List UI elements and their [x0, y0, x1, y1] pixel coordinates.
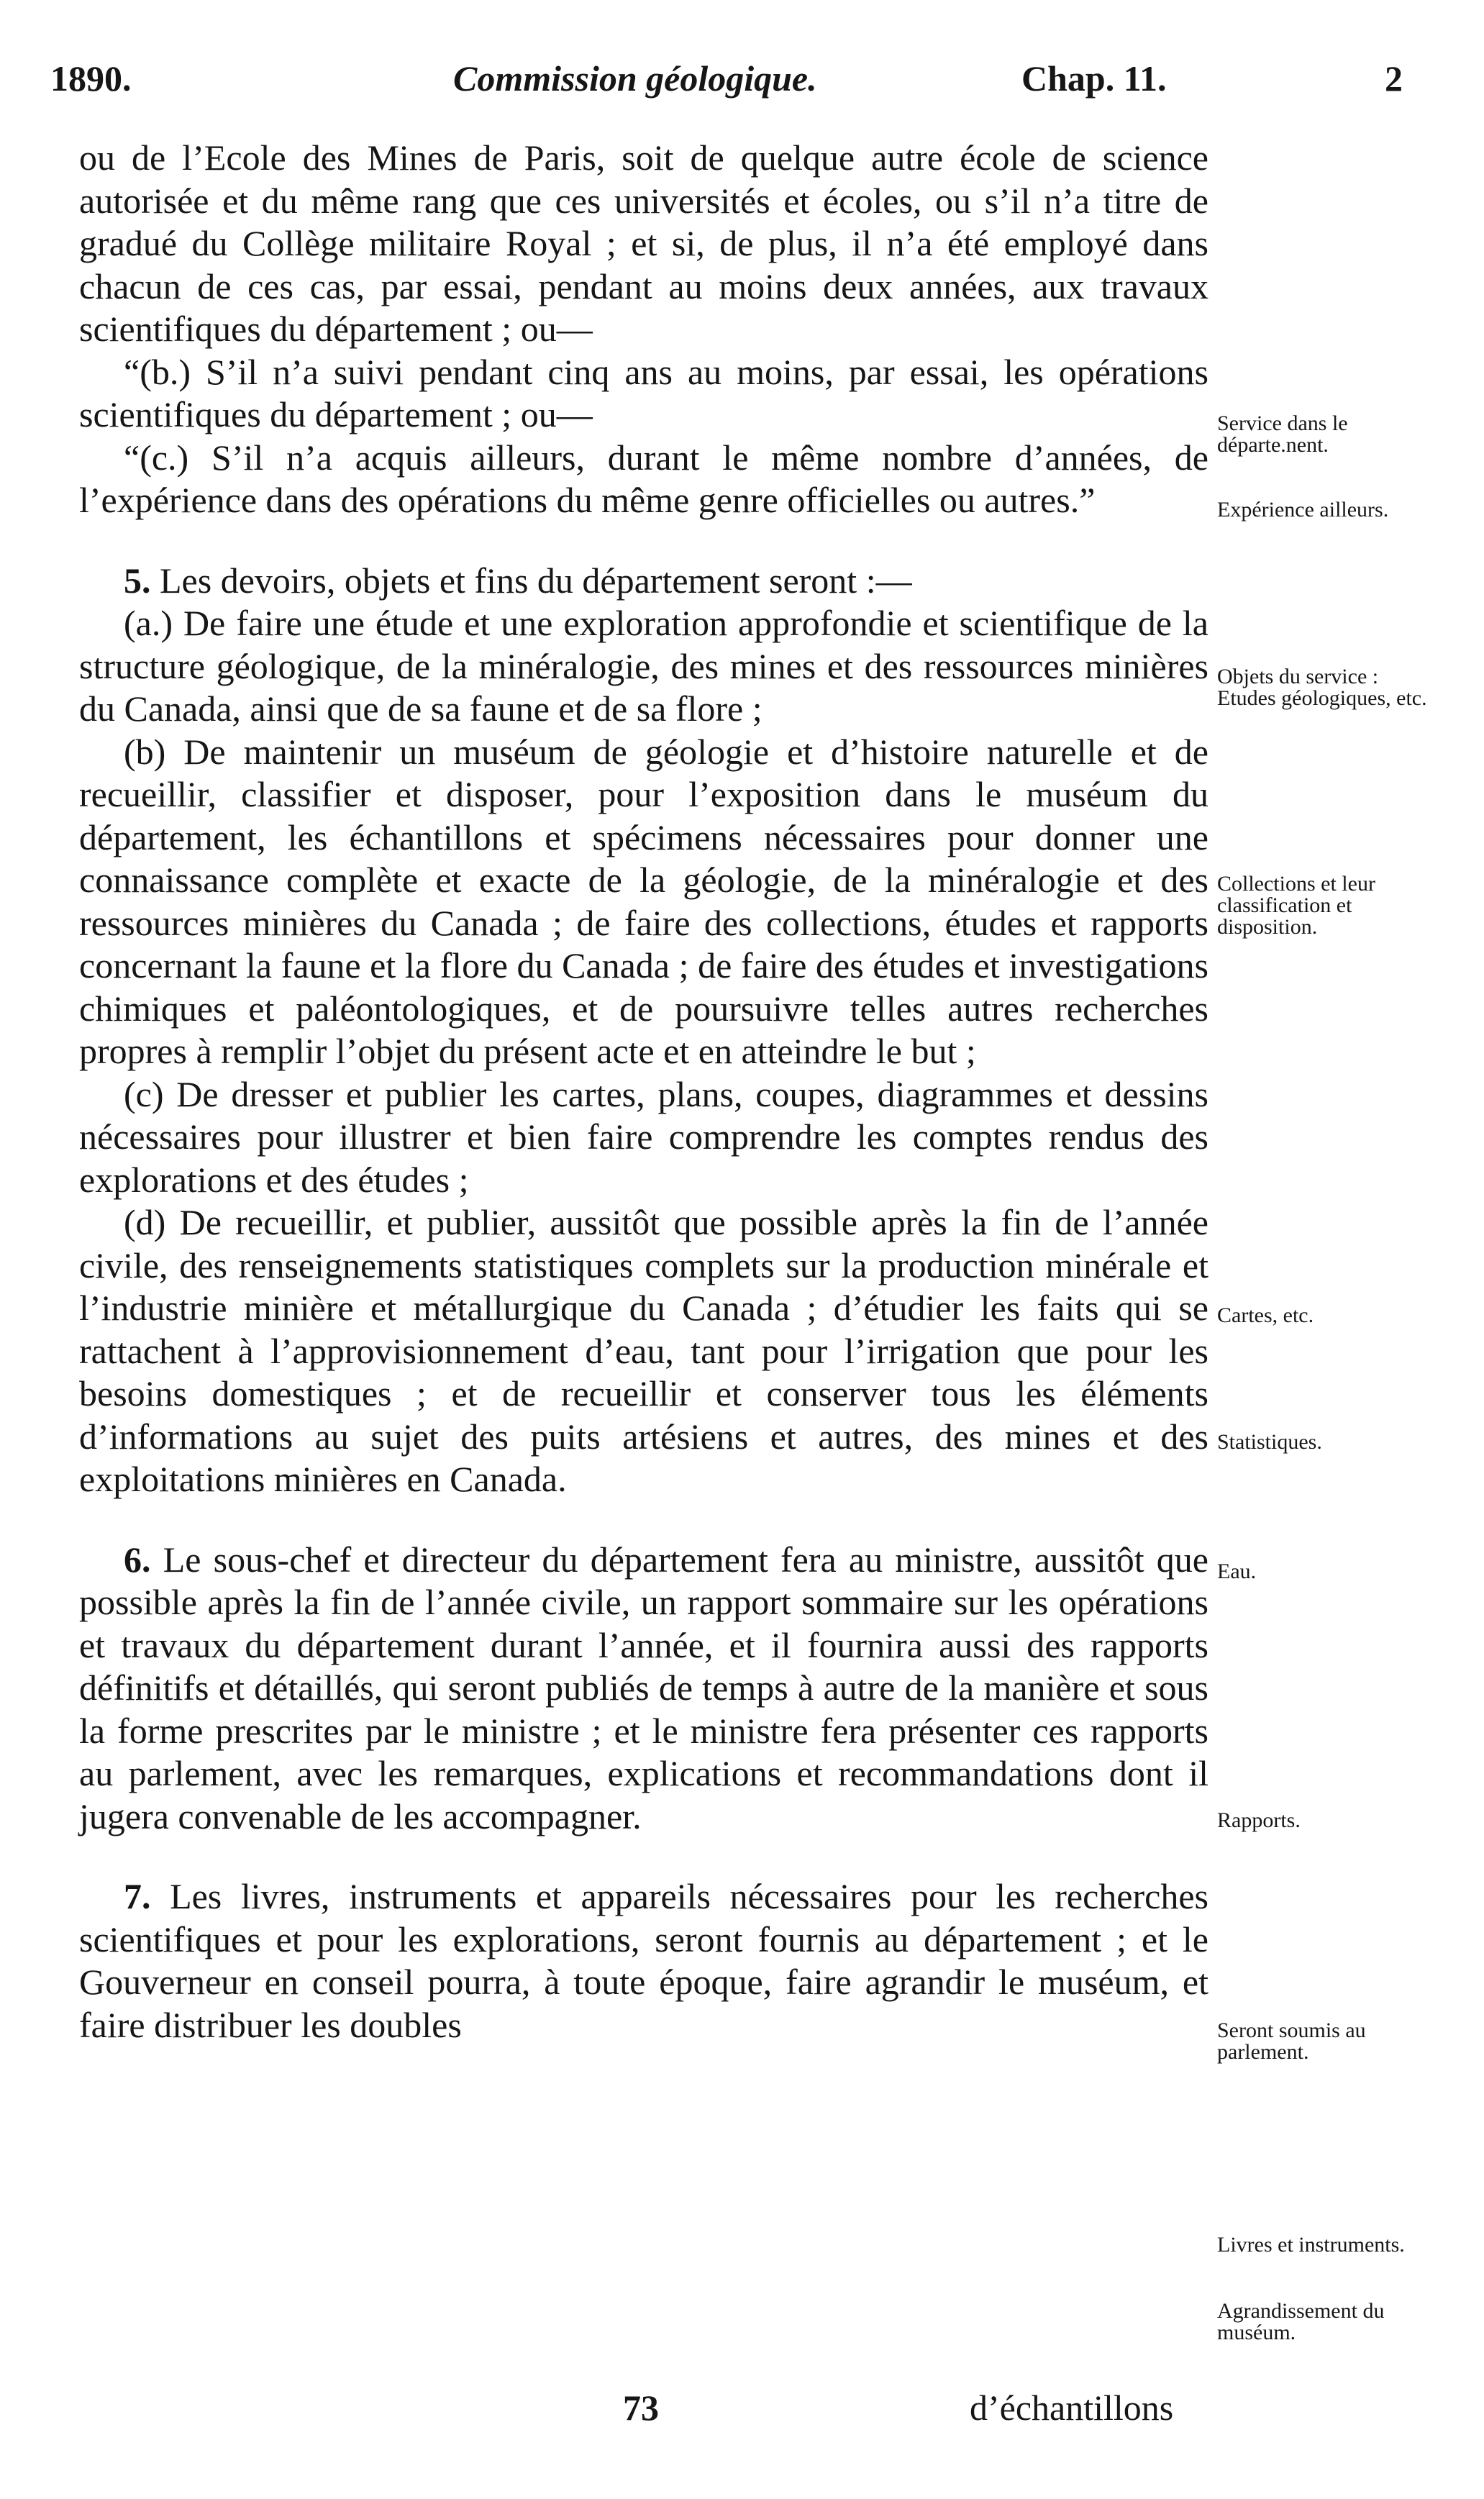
header-title: Commission géologique.	[453, 58, 817, 99]
section-6	[79, 1539, 1208, 1839]
section-7-text: Les livres, instruments et appareils nécessaires pour les recherches scientifiques et pour les explorations, seront fournis au département ; et le Gouverneur en conseil pourra, à toute époque, faire agrandir le muséum, et faire distribuer les doubles	[79, 1876, 1208, 2045]
section-5-number: 5.	[124, 560, 151, 601]
page-footer	[0, 2387, 1484, 2437]
section-7-number: 7.	[124, 1876, 151, 1916]
paragraph-clause-c: “(c.) S’il n’a acquis ailleurs, durant le même nombre d’années, de l’expérience dans des opérations du même genre officielles ou autres.”	[79, 437, 1208, 520]
body-text	[79, 137, 1208, 2047]
running-header	[50, 58, 1410, 108]
margin-note-objects: Objets du service : Etudes géologiques, etc.	[1217, 665, 1427, 710]
margin-note-experience: Expérience ailleurs.	[1217, 498, 1389, 522]
footer-catchword: d’échantillons	[970, 2388, 1174, 2428]
margin-note-statistiques: Statistiques.	[1217, 1430, 1322, 1454]
header-year: 1890.	[50, 58, 132, 99]
margin-note-cartes: Cartes, etc.	[1217, 1303, 1314, 1327]
section-5-item-d: (d) De recueillir, et publier, aussitôt que possible après la fin de l’année civile, des renseignements statistiques complets sur la production minérale et l’industrie minière et métallurgique du Canada ; d’étudier les faits qui se rattachent à l’approvisionnement d’eau, tant pour l’irrigation que pour les besoins domestiques ; et de recueillir et conserver tous les éléments d’informations au sujet des puits artésiens et autres, des mines et des exploitations minières en Canada.	[79, 1202, 1208, 1499]
section-6-text: Le sous-chef et directeur du département fera au ministre, aussitôt que possible après la fin de l’année civile, un rapport sommaire sur les opérations et travaux du département durant l’année, et il fournira aussi des rapports définitifs et détaillés, qui seront publiés de temps à autre de la manière et sous la forme prescrites par le ministre ; et le ministre fera présenter ces rapports au parlement, avec les remarques, explications et recommandations dont il jugera convenable de les accompagner.	[79, 1539, 1209, 1836]
section-7	[79, 1875, 1208, 2047]
paragraph-clause-b: “(b.) S’il n’a suivi pendant cinq ans au moins, par essai, les opérations scientifiques du département ; ou—	[79, 351, 1208, 434]
section-5-item-b: (b) De maintenir un muséum de géologie et d’histoire naturelle et de recueillir, classifier et disposer, pour l’exposition dans le muséum du département, les échantillons et spécimens nécessaires pour donner une connaissance complète et exacte de la géologie, de la minéralogie et des ressources minières du Canada ; de faire des collections, études et rapports concernant la faune et la flore du Canada ; de faire des études et investigations chimiques et paléontologiques, et de poursuivre telles autres recherches propres à remplir l’objet du présent acte et en atteindre le but ;	[79, 731, 1208, 1071]
margin-note-agrandissement: Agrandissement du muséum.	[1217, 2299, 1385, 2344]
section-6-number: 6.	[124, 1539, 151, 1580]
margin-note-collections: Collections et leur classification et disposition.	[1217, 872, 1375, 939]
margin-note-service: Service dans le départe.nent.	[1217, 411, 1348, 457]
footer-page-number: 73	[623, 2388, 659, 2428]
section-5-item-c: (c) De dresser et publier les cartes, plans, coupes, diagrammes et dessins nécessaires pour illustrer et bien faire comprendre les comptes rendus des explorations et des études ;	[79, 1073, 1208, 1200]
margin-note-eau: Eau.	[1217, 1560, 1257, 1583]
paragraph-continuation: ou de l’Ecole des Mines de Paris, soit de quelque autre école de science autorisée et du même rang que ces universités et écoles, ou s’il n’a titre de gradué du Collège militaire Royal ; et si, de plus, il n’a été employé dans chacun de ces cas, par essai, pendant au moins deux années, aux travaux scientifiques du département ; ou—	[79, 137, 1208, 349]
margin-note-rapports: Rapports.	[1217, 1808, 1301, 1832]
header-chapter: Chap. 11.	[1021, 58, 1167, 99]
section-5-intro	[79, 560, 1208, 603]
section-5-text: Les devoirs, objets et fins du département seront :—	[160, 560, 912, 601]
header-page-number: 2	[1385, 58, 1403, 99]
margin-note-livres: Livres et instruments.	[1217, 2233, 1405, 2257]
margin-note-parlement: Seront soumis au parlement.	[1217, 2018, 1366, 2064]
section-5-item-a: (a.) De faire une étude et une exploration approfondie et scientifique de la structure géologique, de la minéralogie, des mines et des ressources minières du Canada, ainsi que de sa faune et de sa flore ;	[79, 603, 1208, 729]
